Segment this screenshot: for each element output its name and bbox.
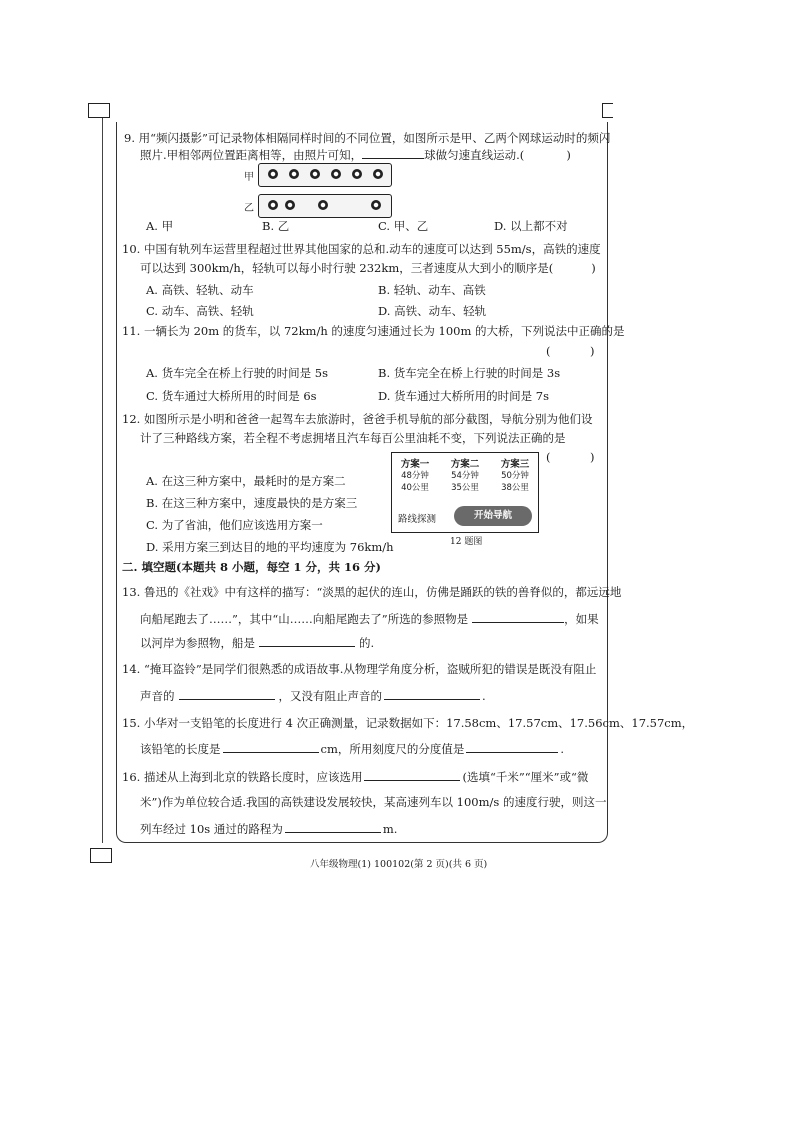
q12-option-d[interactable]: D. 采用方案三到达目的地的平均速度为 76km/h [146, 540, 394, 554]
q11-option-c[interactable]: C. 货车通过大桥所用的时间是 6s [146, 389, 317, 403]
q9-line2-c: ) [566, 148, 571, 162]
ball-icon [285, 200, 295, 210]
q12-option-b[interactable]: B. 在这三种方案中，速度最快的是方案三 [146, 496, 358, 510]
q15-line2 [140, 740, 564, 756]
q12-option-a[interactable]: A. 在这三种方案中，最耗时的是方案二 [146, 474, 346, 488]
q12-figure-caption: 12 题图 [450, 537, 483, 547]
nav-plan-2 [442, 456, 488, 494]
q14-line2-a: 声音的 [140, 689, 175, 703]
q14-line1: 14. “掩耳盗铃”是同学们很熟悉的成语故事.从物理学角度分析，盗贼所犯的错误是既没有阻止 [122, 662, 597, 676]
ball-icon [331, 169, 341, 179]
q13-line3 [140, 634, 374, 650]
q16-line1 [122, 768, 588, 784]
ball-icon [310, 169, 320, 179]
q10-line2-text: 可以达到 300km/h，轻轨可以每小时行驶 232km，三者速度从大到小的顺序是( [140, 261, 554, 275]
binding-line [102, 118, 103, 843]
ball-icon [268, 169, 278, 179]
nav-plan-3-name: 方案三 [500, 459, 530, 470]
q9-option-a[interactable]: A. 甲 [146, 219, 174, 233]
strobe-photo-yi [258, 194, 392, 218]
q16-line1-a: 16. 描述从上海到北京的铁路长度时，应该选用 [122, 770, 363, 784]
q16-line3 [140, 820, 397, 836]
q11-paren-close: ) [590, 344, 595, 358]
ball-icon [318, 200, 328, 210]
q16-line2: 米”)作为单位较合适.我国的高铁建设发展较快，某高速列车以 100m/s 的速度行驶，则这一 [140, 795, 607, 809]
q10-line1: 10. 中国有轨列车运营里程超过世界其他国家的总和.动车的速度可以达到 55m/s，高铁的速度 [122, 242, 601, 256]
label-jia: 甲 [244, 172, 254, 183]
nav-plan-1-name: 方案一 [400, 459, 430, 470]
q11-option-b[interactable]: B. 货车完全在桥上行驶的时间是 3s [378, 366, 561, 380]
nav-plan-2-time: 54分钟 [451, 471, 479, 481]
ball-icon [352, 169, 362, 179]
q15-line2-b: cm，所用刻度尺的分度值是 [320, 742, 465, 756]
q12-paren-open: ( [546, 450, 551, 464]
q11-option-a[interactable]: A. 货车完全在桥上行驶的时间是 5s [146, 366, 328, 380]
nav-plan-3-time: 50分钟 [501, 471, 529, 481]
q9-option-c[interactable]: C. 甲、乙 [378, 219, 429, 233]
q16-line1-b: (选填“千米”“厘米”或“微 [462, 770, 589, 784]
navigation-screenshot [391, 452, 539, 533]
label-yi: 乙 [244, 203, 254, 214]
q14-line2-c: . [482, 689, 486, 703]
q9-line2-a: 照片.甲相邻两位置距离相等，由照片可知， [140, 148, 363, 162]
nav-route-label: 路线探测 [398, 514, 437, 525]
ball-icon [289, 169, 299, 179]
q13-line3-a: 以河岸为参照物，船是 [140, 636, 255, 650]
registration-mark-bottom-left [90, 848, 112, 863]
nav-plan-3-dist: 38公里 [501, 483, 529, 493]
nav-plan-1 [392, 456, 438, 494]
registration-mark-top-left [88, 103, 110, 118]
q13-line1: 13. 鲁迅的《社戏》中有这样的描写：“淡黑的起伏的连山，仿佛是踊跃的铁的兽脊似的，都远远地 [122, 585, 622, 599]
q16-line3-a: 列车经过 10s 通过的路程为 [140, 822, 283, 836]
registration-mark-top-right [602, 103, 613, 118]
q11-option-d[interactable]: D. 货车通过大桥所用的时间是 7s [378, 389, 549, 403]
q12-line1: 12. 如图所示是小明和爸爸一起驾车去旅游时，爸爸手机导航的部分截图，导航分别为他们设 [122, 412, 593, 426]
q14-blank-2[interactable] [384, 687, 480, 700]
q15-line2-a: 该铅笔的长度是 [140, 742, 221, 756]
q15-line1: 15. 小华对一支铅笔的长度进行 4 次正确测量，记录数据如下：17.58cm、17.57cm、17.56cm、17.57cm， [122, 716, 694, 730]
start-navigation-button: 开始导航 [454, 506, 532, 526]
ball-icon [268, 200, 278, 210]
q16-blank-1[interactable] [364, 768, 460, 781]
nav-plan-2-name: 方案二 [450, 459, 480, 470]
q10-option-b[interactable]: B. 轻轨、动车、高铁 [378, 283, 486, 297]
ball-icon [373, 169, 383, 179]
strobe-photo-jia [258, 163, 392, 187]
q10-option-c[interactable]: C. 动车、高铁、轻轨 [146, 304, 254, 318]
q13-line2-a: 向船尾跑去了……”，其中“山……向船尾跑去了”所选的参照物是 [140, 612, 469, 626]
q15-blank-2[interactable] [466, 740, 558, 753]
q13-line2-b: ，如果 [564, 612, 599, 626]
q12-line2: 计了三种路线方案，若全程不考虑拥堵且汽车每百公里油耗不变，下列说法正确的是 [140, 431, 566, 445]
q9-option-d[interactable]: D. 以上都不对 [494, 219, 568, 233]
q10-line2 [140, 261, 596, 275]
q12-paren-close: ) [590, 450, 595, 464]
q14-line2 [140, 687, 486, 703]
q11-line1: 11. 一辆长为 20m 的货车，以 72km/h 的速度匀速通过长为 100m 的大桥，下列说法中正确的是 [122, 324, 625, 338]
nav-plan-1-dist: 40公里 [401, 483, 429, 493]
ball-icon [371, 200, 381, 210]
q10-paren-close: ) [591, 261, 596, 275]
section-fill-in-title: 二. 填空题(本题共 8 小题，每空 1 分，共 16 分) [122, 560, 381, 574]
nav-plan-1-time: 48分钟 [401, 471, 429, 481]
q9-line2-b: 球做匀速直线运动.( [424, 148, 525, 162]
nav-plan-2-dist: 35公里 [451, 483, 479, 493]
q9-blank[interactable] [362, 146, 424, 159]
q13-blank-2[interactable] [259, 634, 355, 647]
q10-option-d[interactable]: D. 高铁、动车、轻轨 [378, 304, 487, 318]
q9-line1: 9. 用“频闪摄影”可记录物体相隔同样时间的不同位置，如图所示是甲、乙两个网球运动时的频闪 [124, 131, 611, 145]
q15-blank-1[interactable] [223, 740, 319, 753]
q14-line2-b: ，又没有阻止声音的 [278, 689, 382, 703]
q13-line2 [140, 610, 599, 626]
q16-blank-2[interactable] [285, 820, 381, 833]
q10-option-a[interactable]: A. 高铁、轻轨、动车 [146, 283, 254, 297]
q14-blank-1[interactable] [179, 687, 275, 700]
q9-line2 [140, 146, 571, 162]
nav-plan-3 [492, 456, 538, 494]
page-footer: 八年级物理(1) 100102(第 2 页)(共 6 页) [310, 859, 488, 870]
q16-line3-b: m. [382, 822, 398, 836]
q11-paren-open: ( [546, 344, 551, 358]
q15-line2-c: . [560, 742, 565, 756]
q13-line3-b: 的. [359, 636, 375, 650]
q12-option-c[interactable]: C. 为了省油，他们应该选用方案一 [146, 518, 323, 532]
q13-blank-1[interactable] [472, 610, 564, 623]
q9-option-b[interactable]: B. 乙 [262, 219, 290, 233]
